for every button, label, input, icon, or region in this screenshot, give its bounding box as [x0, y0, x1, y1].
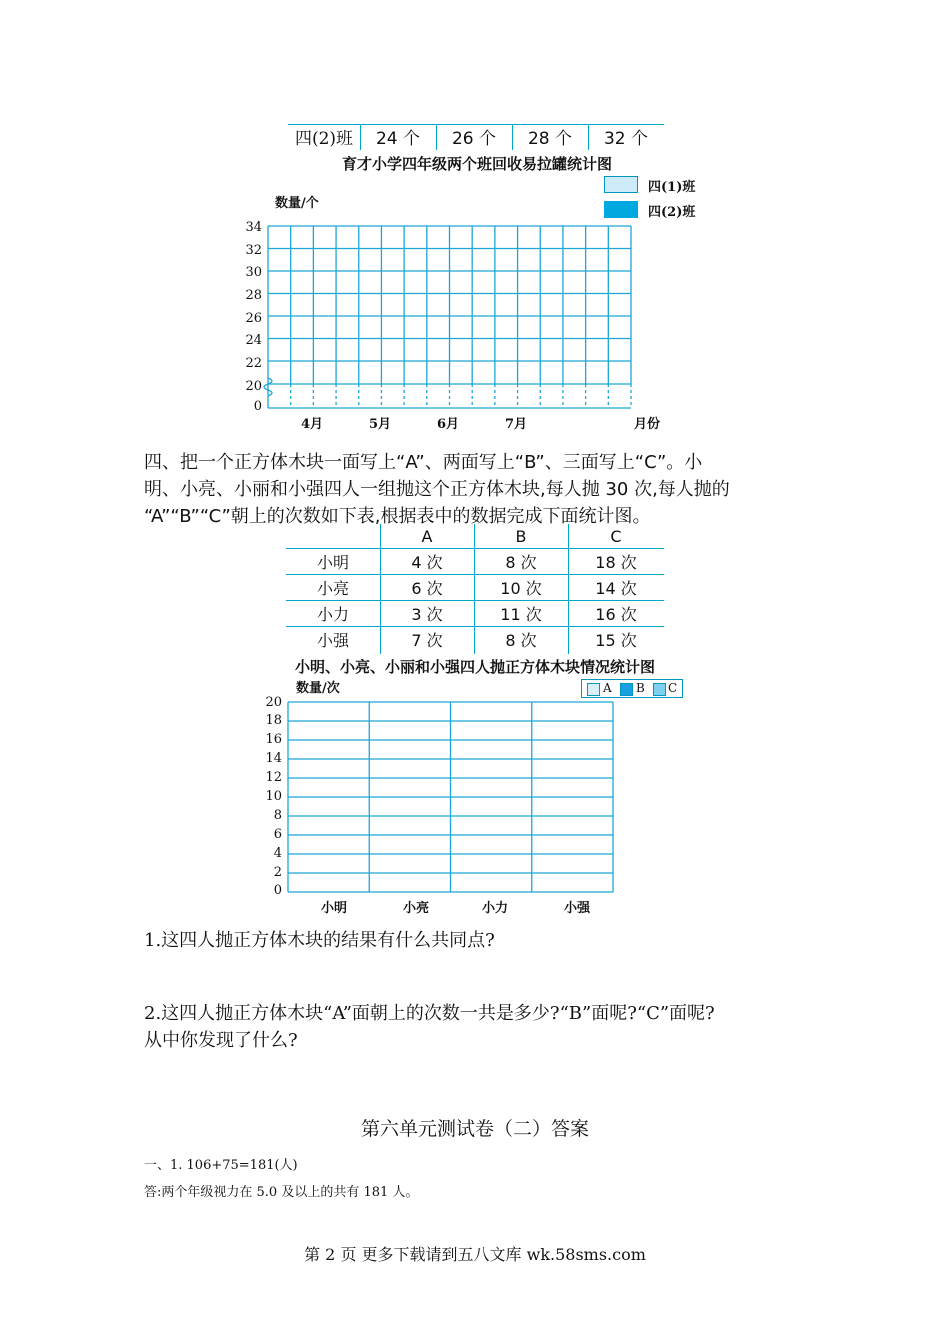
ytick: 22 [245, 356, 262, 371]
ytick: 4 [273, 846, 282, 861]
question-2-line2: 从中你发现了什么? [144, 1030, 298, 1051]
ytick: 32 [245, 243, 262, 258]
section4-line2: 明、小亮、小丽和小强四人一组抛这个正方体木块,每人抛 30 次,每人抛的 [144, 479, 730, 500]
ytick: 20 [265, 695, 282, 710]
table-header-row [286, 524, 664, 550]
legend-swatch-class1 [604, 176, 638, 193]
legend-swatch-class2 [604, 201, 638, 218]
legend-label-b: B [636, 681, 645, 695]
answer-line-2: 答:两个年级视力在 5.0 及以上的共有 181 人。 [144, 1185, 419, 1200]
answer-line-1: 一、1. 106+75=181(人) [144, 1158, 298, 1173]
legend-swatch-c [653, 683, 666, 696]
ytick: 0 [273, 883, 282, 898]
row-label: 四(2)班 [294, 129, 354, 149]
xtick: 小亮 [402, 901, 429, 916]
chart2-grid [280, 695, 620, 900]
ytick: 18 [265, 713, 282, 728]
class-2-data-row [288, 124, 664, 152]
ytick: 16 [265, 732, 282, 747]
answers-title: 第六单元测试卷（二）答案 [360, 1118, 589, 1140]
section4-line1: 四、把一个正方体木块一面写上“A”、两面写上“B”、三面写上“C”。小 [144, 452, 703, 473]
chart2-title: 小明、小亮、小丽和小强四人抛正方体木块情况统计图 [294, 658, 655, 676]
chart2-ylabel: 数量/次 [296, 681, 340, 696]
value-cell: 26 个 [451, 129, 497, 149]
table-row: 小力 3 次 11 次 16 次 [316, 605, 637, 624]
chart1-title: 育才小学四年级两个班回收易拉罐统计图 [341, 155, 612, 173]
table-row: 小强 7 次 8 次 15 次 [316, 631, 637, 650]
chart1-xlabel: 月份 [633, 417, 660, 432]
header-b: B [515, 527, 527, 546]
legend-label-class2: 四(2)班 [648, 205, 696, 220]
ytick: 10 [265, 789, 282, 804]
xtick: 7月 [504, 417, 528, 432]
ytick: 2 [273, 865, 282, 880]
value-cell: 32 个 [603, 129, 649, 149]
xtick: 小力 [481, 901, 508, 916]
ytick: 24 [245, 333, 262, 348]
section4-line3: “A”“B”“C”朝上的次数如下表,根据表中的数据完成下面统计图。 [144, 506, 651, 527]
question-1: 1.这四人抛正方体木块的结果有什么共同点? [144, 930, 495, 951]
ytick: 14 [265, 751, 282, 766]
ytick: 28 [245, 288, 262, 303]
table-row: 小明 4 次 8 次 18 次 [316, 553, 637, 572]
chart1-ylabel: 数量/个 [275, 196, 319, 211]
xtick: 6月 [436, 417, 460, 432]
header-c: C [610, 527, 622, 546]
legend-label-a: A [603, 681, 612, 695]
xtick: 小明 [320, 901, 347, 916]
page-footer: 第 2 页 更多下载请到五八文库 wk.58sms.com [304, 1245, 646, 1264]
value-cell: 24 个 [375, 129, 421, 149]
xtick: 小强 [563, 901, 590, 916]
ytick: 12 [265, 770, 282, 785]
question-2-line1: 2.这四人抛正方体木块“A”面朝上的次数一共是多少?“B”面呢?“C”面呢? [144, 1003, 715, 1024]
header-a: A [421, 527, 433, 546]
ytick: 8 [273, 808, 282, 823]
ytick: 0 [253, 399, 262, 414]
ytick: 30 [245, 265, 262, 280]
ytick: 6 [273, 827, 282, 842]
legend-label-c: C [668, 681, 678, 695]
xtick: 5月 [368, 417, 392, 432]
chart1-grid [230, 218, 690, 434]
ytick: 26 [245, 311, 262, 326]
ytick: 20 [245, 379, 262, 394]
legend-label-class1: 四(1)班 [648, 180, 696, 195]
xtick: 4月 [300, 417, 324, 432]
ytick: 34 [245, 220, 262, 235]
table-top-border [288, 124, 664, 125]
legend-swatch-b [620, 683, 633, 696]
value-cell: 28 个 [527, 129, 573, 149]
table-row: 小亮 6 次 10 次 14 次 [316, 579, 637, 598]
